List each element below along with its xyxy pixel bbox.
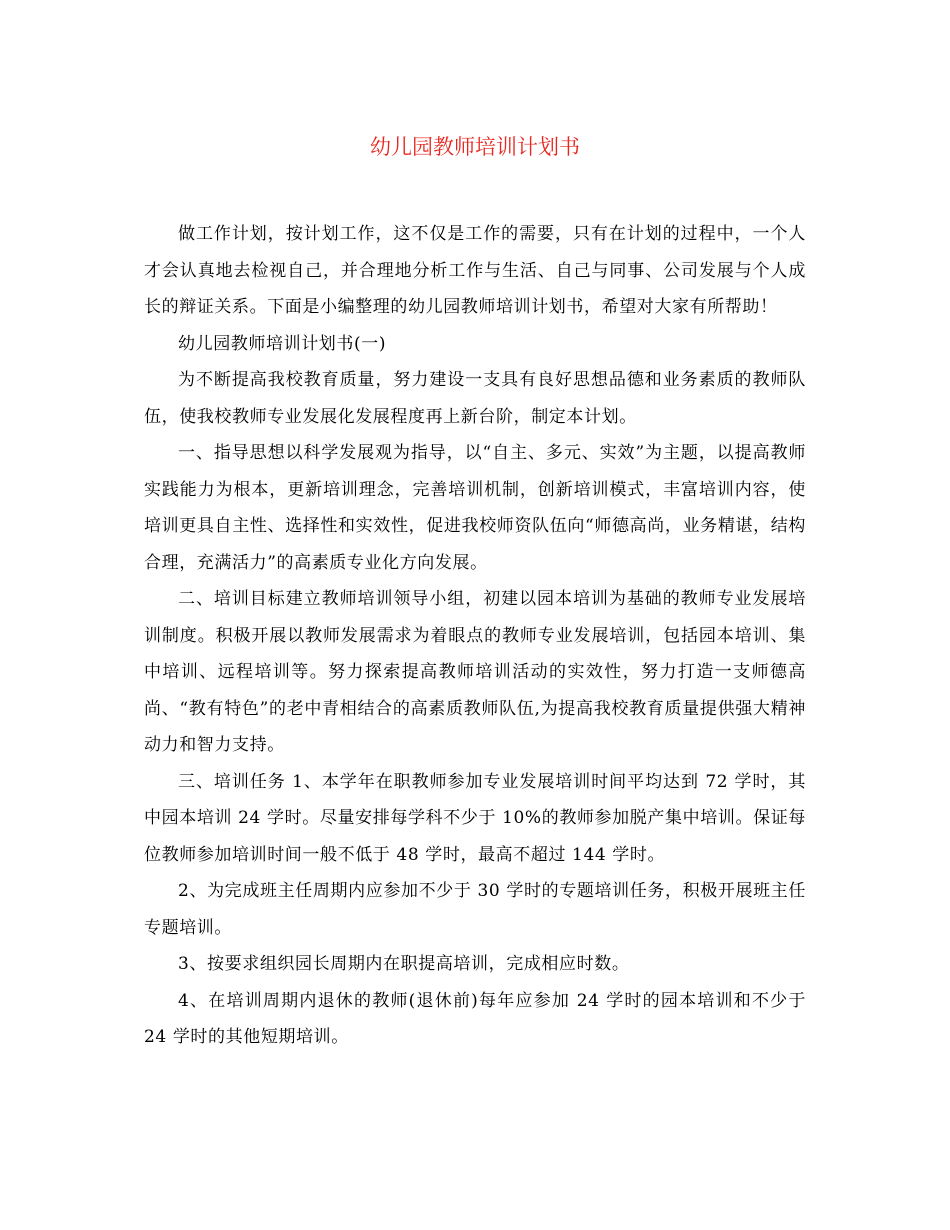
training-tasks-paragraph: 三、培训任务 1、本学年在职教师参加专业发展培训时间平均达到 72 学时，其中园本培训 24 学时。尽量安排每学科不少于 10%的教师参加脱产集中培训。保证每位教师参加培训时间一般不低于 48 学时，最高不超过 144 学时。: [144, 771, 806, 865]
section-heading: 幼儿园教师培训计划书(一): [178, 333, 387, 354]
guiding-ideology-paragraph: 一、指导思想以科学发展观为指导，以“自主、多元、实效”为主题，以提高教师实践能力为根本，更新培训理念，完善培训机制，创新培训模式，丰富培训内容，使培训更具自主性、选择性和实效性，促进我校师资队伍向“师德高尚，业务精谌，结构合理，充满活力”的高素质专业化方向发展。: [144, 443, 806, 573]
purpose-paragraph: 为不断提高我校教育质量，努力建设一支具有良好思想品德和业务素质的教师队伍，使我校教师专业发展化发展程度再上新台阶，制定本计划。: [144, 370, 806, 427]
task-item-2: 2、为完成班主任周期内应参加不少于 30 学时的专题培训任务，积极开展班主任专题培训。: [144, 881, 806, 938]
task-item-4: 4、在培训周期内退休的教师(退休前)每年应参加 24 学时的园本培训和不少于 24 学时的其他短期培训。: [144, 990, 806, 1047]
training-goals-paragraph: 二、培训目标建立教师培训领导小组，初建以园本培训为基础的教师专业发展培训制度。积极开展以教师发展需求为着眼点的教师专业发展培训，包括园本培训、集中培训、远程培训等。努力探索提高教师培训活动的实效性，努力打造一支师德高尚、“教有特色”的老中青相结合的高素质教师队伍,为提高我校教育质量提供强大精神动力和智力支持。: [144, 589, 806, 755]
intro-paragraph: 做工作计划，按计划工作，这不仅是工作的需要，只有在计划的过程中，一个人才会认真地去检视自己，并合理地分析工作与生活、自己与同事、公司发展与个人成长的辩证关系。下面是小编整理的幼儿园教师培训计划书，希望对大家有所帮助！: [144, 224, 806, 317]
document-title: 幼儿园教师培训计划书: [370, 135, 580, 159]
task-item-3: 3、按要求组织园长周期内在职提高培训，完成相应时数。: [178, 954, 630, 974]
document-body: [144, 216, 806, 1056]
